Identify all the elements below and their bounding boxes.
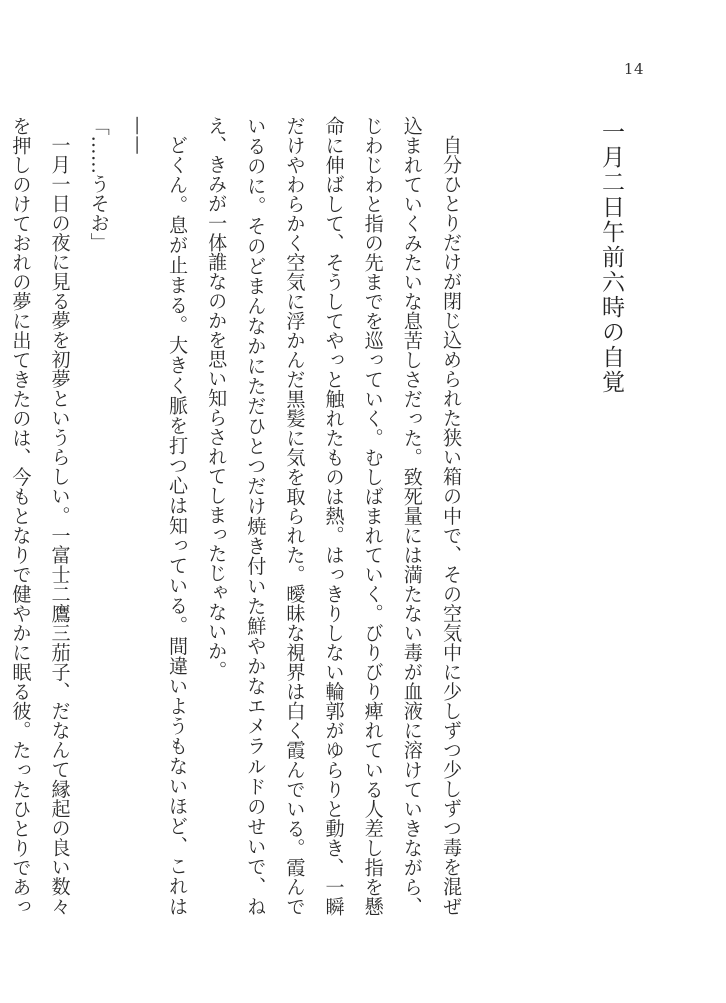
page-number: 14: [623, 60, 644, 78]
chapter-title: 一月二日午前六時の自覚: [598, 120, 624, 395]
body-text: [0, 116, 471, 916]
paragraph-2: どくん。息が止まる。大きく脈を打つ心は知っている。間違いようもないほど、これは——: [126, 116, 190, 916]
paragraph-1: 自分ひとりだけが閉じ込められた狭い箱の中で、その空気中に少しずつ少しずつ毒を混ぜ込まれていくみたいな息苦しさだった。致死量には満たない毒が血液に溶けていきながら、じわじわと指の先までを巡っていく。むしばまれていく。びりびり痺れている人差し指を懸命に伸ばして、そうしてやっと触れたものは熱。はっきりしない輪郭がゆらりと動き、一瞬だけやわらかく空気に浮かんだ黒髪に気を取られた。曖昧な視界は白く霞んでいる。霞んでいるのに。そのどまんなかにただひとつだけ焼き付いた鮮やかなエメラルドのせいで、ねえ、きみが一体誰なのかを思い知らされてしまったじゃないか。: [205, 116, 463, 916]
paragraph-4: 一月一日の夜に見る夢を初夢というらしい。一富士二鷹三茄子、だなんて縁起の良い数々を押しのけておれの夢に出てきたのは、今もとなりで健やかに眠る彼。たったひとりであっ: [9, 116, 72, 916]
paragraph-3: 「……うそお」: [87, 116, 111, 253]
